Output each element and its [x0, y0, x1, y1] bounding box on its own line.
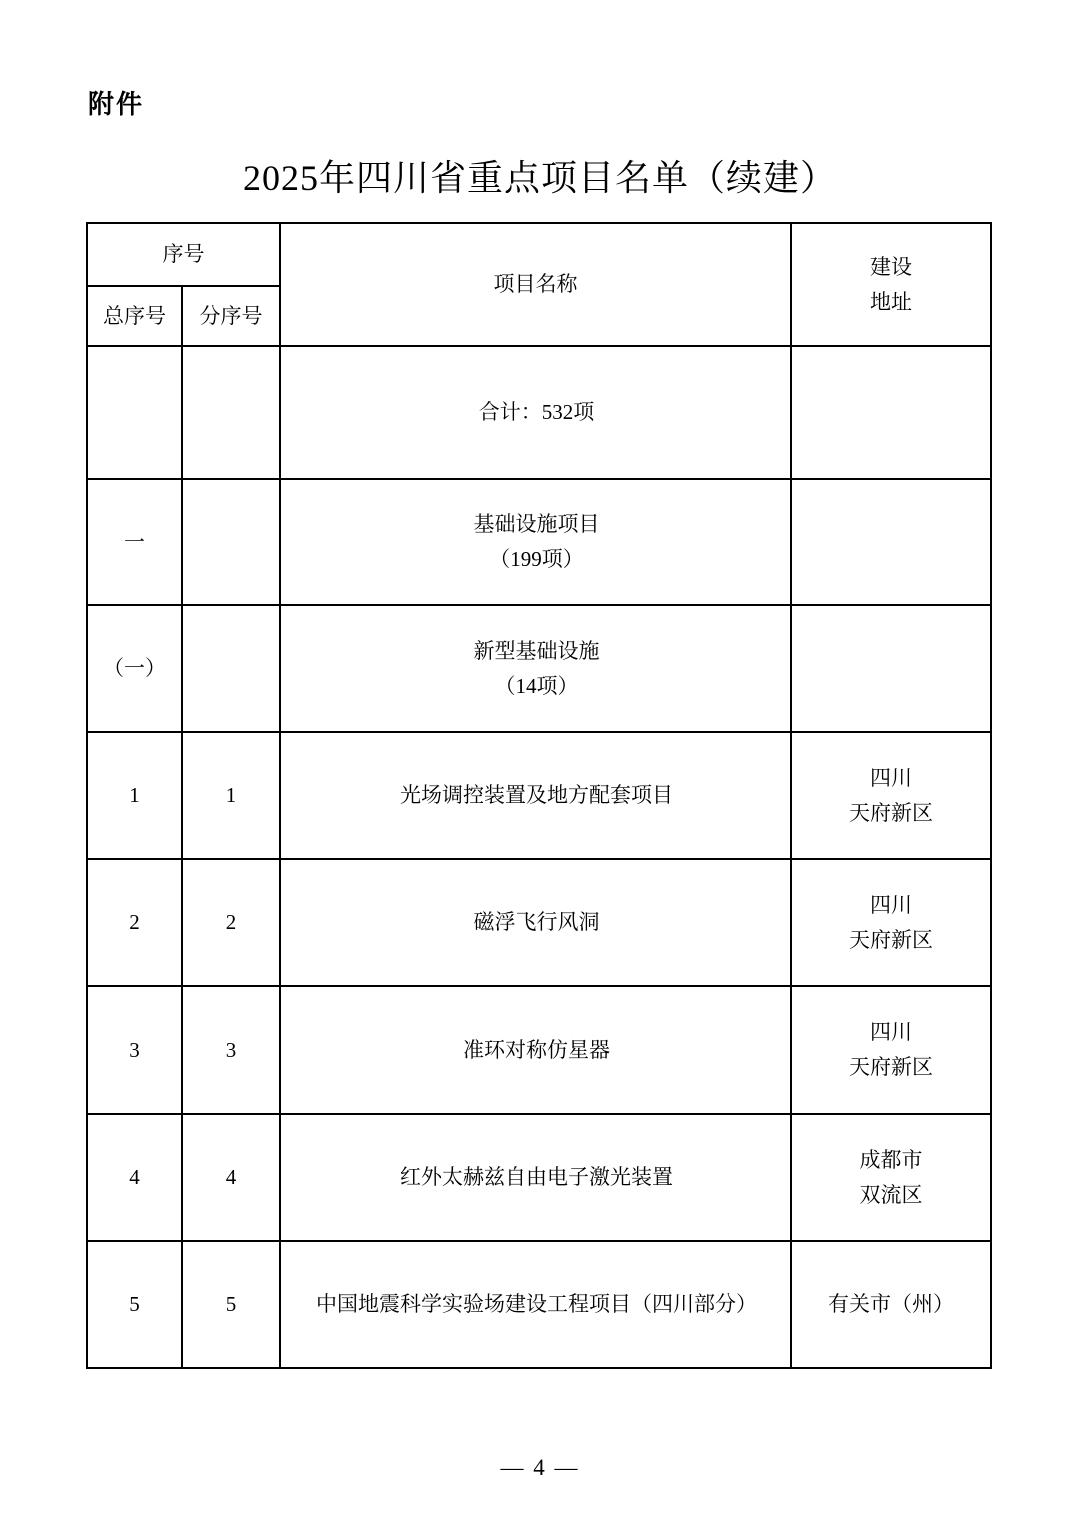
header-sub-seq: 分序号: [182, 286, 280, 346]
header-location-line1: 建设: [870, 254, 912, 279]
cell-total-seq: 5: [87, 1241, 182, 1368]
cell-location: 四川 天府新区: [791, 732, 991, 859]
cell-project-name: 磁浮飞行风洞: [280, 859, 791, 986]
cell-location: [791, 605, 991, 732]
cell-location: [791, 479, 991, 605]
page-title: 2025年四川省重点项目名单（续建）: [242, 158, 837, 198]
table-row: [87, 986, 991, 1114]
cell-project-name: 新型基础设施 （14项）: [280, 605, 791, 732]
attachment-label: 附件: [88, 89, 145, 119]
table-row: [87, 479, 991, 605]
cell-sub-seq: [182, 346, 280, 479]
cell-total-seq: 1: [87, 732, 182, 859]
header-seq-group: 序号: [87, 223, 280, 286]
cell-total-seq: [87, 346, 182, 479]
cell-sub-seq: [182, 479, 280, 605]
cell-sub-seq: 2: [182, 859, 280, 986]
cell-project-name: 红外太赫兹自由电子激光装置: [280, 1114, 791, 1241]
table-row: [87, 859, 991, 986]
table-row: [87, 605, 991, 732]
cell-project-name: 中国地震科学实验场建设工程项目（四川部分）: [280, 1241, 791, 1368]
cell-total-seq: 2: [87, 859, 182, 986]
cell-total-seq: （一）: [87, 605, 182, 732]
header-total-seq: 总序号: [87, 286, 182, 346]
cell-sub-seq: 4: [182, 1114, 280, 1241]
cell-location: 成都市 双流区: [791, 1114, 991, 1241]
projects-table: [86, 222, 992, 1369]
cell-sub-seq: 3: [182, 986, 280, 1114]
cell-sub-seq: 1: [182, 732, 280, 859]
cell-location: [791, 346, 991, 479]
header-location-line2: 地址: [870, 289, 912, 314]
cell-sub-seq: [182, 605, 280, 732]
cell-location: 有关市（州）: [791, 1241, 991, 1368]
cell-total-seq: 一: [87, 479, 182, 605]
table-row: [87, 732, 991, 859]
header-row-1: [87, 223, 991, 286]
table-row: [87, 1114, 991, 1241]
header-location: [791, 223, 991, 346]
cell-project-name: 准环对称仿星器: [280, 986, 791, 1114]
cell-sub-seq: 5: [182, 1241, 280, 1368]
cell-total-seq: 4: [87, 1114, 182, 1241]
cell-project-name: 光场调控装置及地方配套项目: [280, 732, 791, 859]
cell-total-seq: 3: [87, 986, 182, 1114]
cell-location: 四川 天府新区: [791, 986, 991, 1114]
header-project-name: 项目名称: [280, 223, 791, 346]
cell-location: 四川 天府新区: [791, 859, 991, 986]
page-number: — 4 —: [500, 1455, 580, 1480]
table-row: [87, 1241, 991, 1368]
cell-project-name: 基础设施项目 （199项）: [280, 479, 791, 605]
cell-project-name: 合计：532项: [280, 346, 791, 479]
table-row: [87, 346, 991, 479]
